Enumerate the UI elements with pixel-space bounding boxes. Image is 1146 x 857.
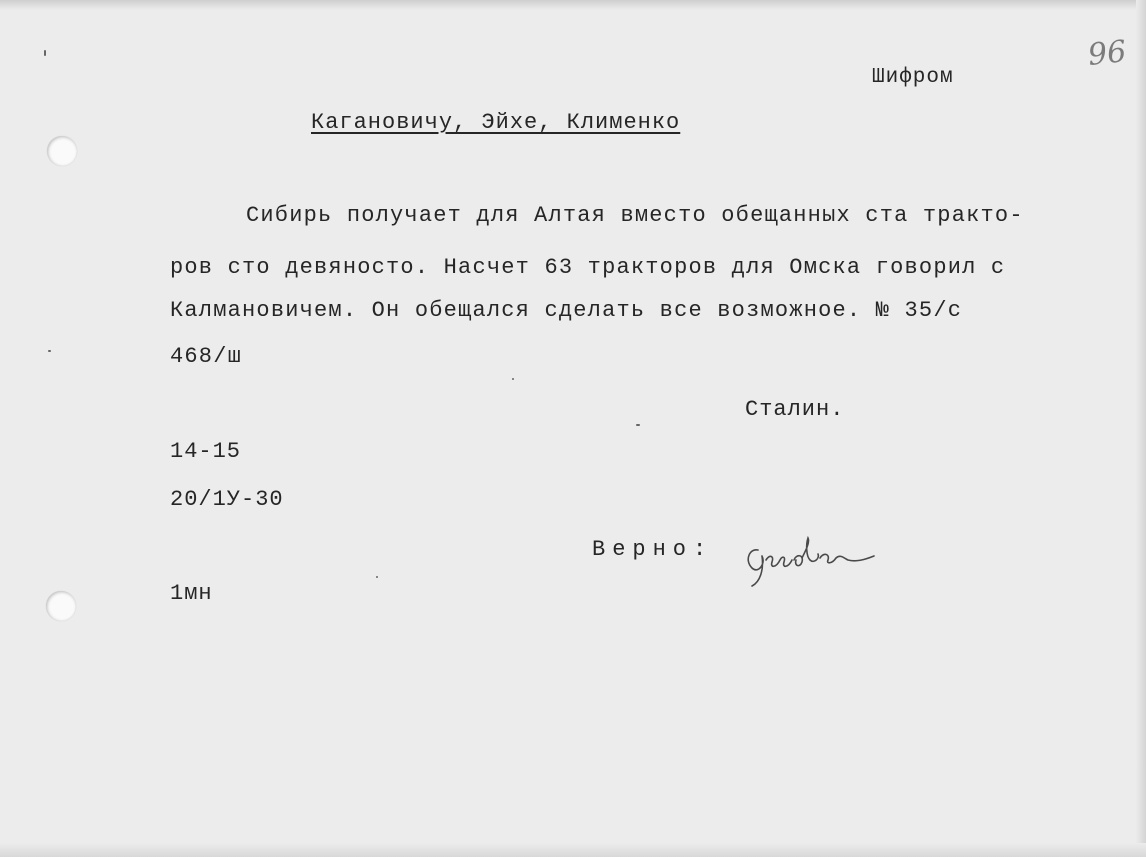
- punch-hole-icon: [47, 136, 77, 166]
- cipher-mark: Шифром: [872, 66, 954, 89]
- copies-note: 1мн: [170, 581, 213, 606]
- paper-speck: [512, 378, 514, 380]
- certified-label: Верно:: [592, 537, 714, 562]
- body-line-3: Калмановичем. Он обещался сделать все возможное. № 35/с: [170, 298, 963, 323]
- paper-speck: [48, 350, 51, 352]
- handwritten-signature: [740, 530, 880, 590]
- paper-speck: [44, 50, 46, 56]
- document-date: 20/1У-30: [170, 487, 284, 512]
- punch-hole-icon: [46, 591, 76, 621]
- body-line-4: 468/ш: [170, 344, 243, 369]
- paper-speck: [636, 424, 640, 426]
- addressees-line: Кагановичу, Эйхе, Клименко: [311, 110, 681, 135]
- signer-name: Сталин.: [745, 397, 845, 422]
- paper-speck: [376, 576, 378, 578]
- body-line-1: Сибирь получает для Алтая вместо обещанных ста тракто-: [246, 203, 1024, 228]
- paper-edge-top: [0, 0, 1146, 10]
- page-number: 96: [1086, 34, 1128, 73]
- paper-edge-bottom: [0, 843, 1146, 857]
- time-code: 14-15: [170, 439, 242, 464]
- paper-edge-right: [1136, 0, 1146, 857]
- body-line-2: ров сто девяносто. Насчет 63 тракторов для Омска говорил с: [170, 255, 1006, 280]
